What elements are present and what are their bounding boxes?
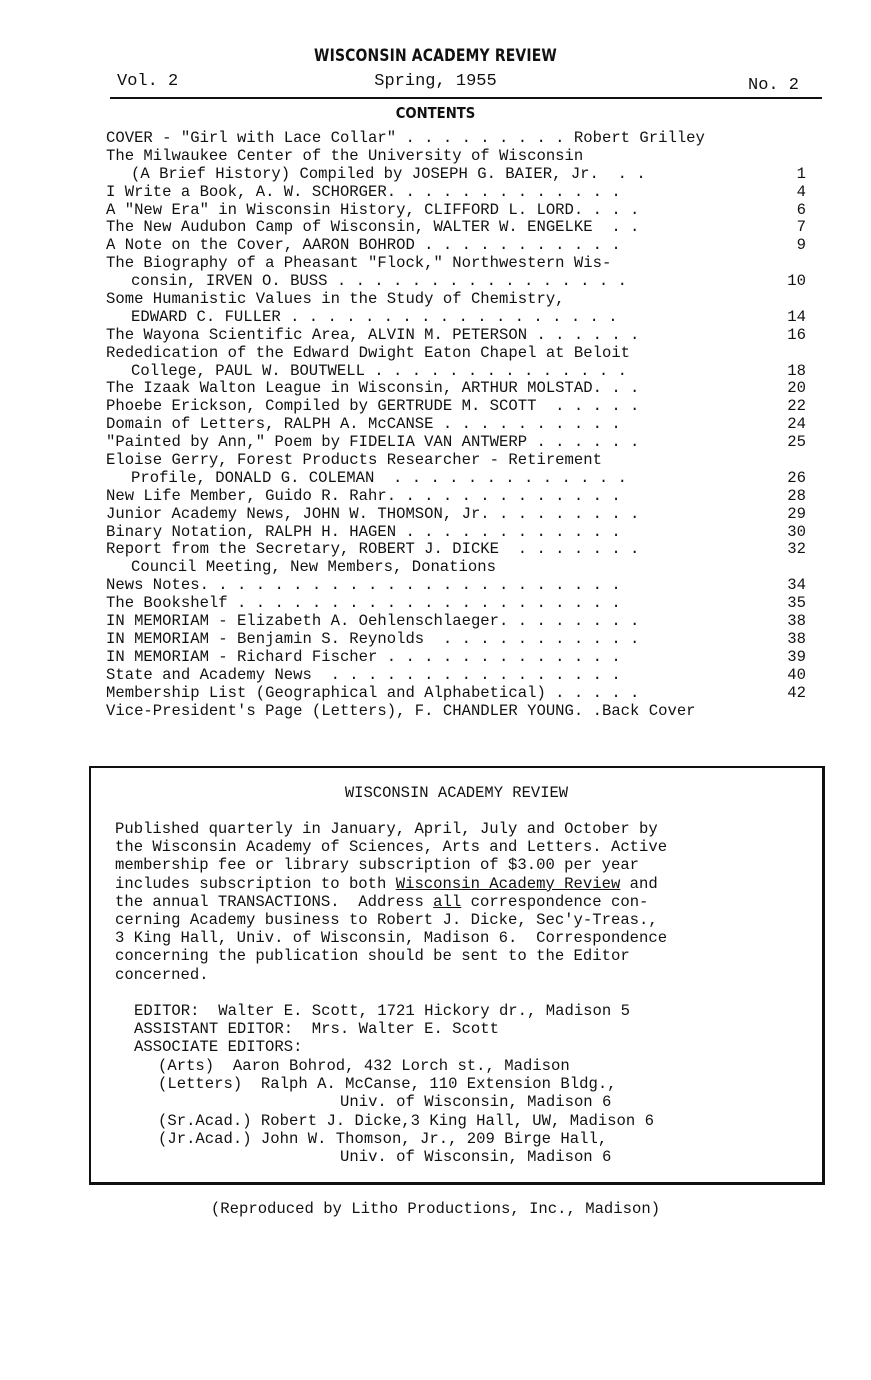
toc-entry-page: 1 bbox=[796, 164, 806, 183]
masthead-journal-name: Wisconsin Academy Review bbox=[395, 874, 621, 893]
toc-entry bbox=[106, 345, 806, 363]
toc-entry-page: 25 bbox=[787, 433, 806, 452]
toc-entry-title: Vice-President's Page (Letters), F. CHANDLER YOUNG. .Back Cover bbox=[106, 701, 696, 720]
toc-entry-title: News Notes. . . . . . . . . . . . . . . . . . . . . . . bbox=[106, 576, 621, 595]
header-rule bbox=[110, 97, 822, 99]
toc-entry-page: 34 bbox=[787, 576, 806, 595]
toc-entry-page: 29 bbox=[787, 504, 806, 523]
toc-entry-title: Phoebe Erickson, Compiled by GERTRUDE M. SCOTT . . . . . bbox=[106, 397, 640, 416]
toc-entry-page: 38 bbox=[787, 612, 806, 631]
toc-entry bbox=[106, 309, 806, 327]
letters-editor-address: Univ. of Wisconsin, Madison 6 bbox=[340, 1093, 612, 1111]
toc-entry bbox=[106, 237, 806, 255]
sr-acad-editor-line: (Sr.Acad.) Robert J. Dicke,3 King Hall, UW, Madison 6 bbox=[158, 1112, 654, 1130]
toc-entry bbox=[106, 363, 806, 381]
toc-entry bbox=[106, 541, 806, 559]
toc-entry-title: IN MEMORIAM - Elizabeth A. Oehlenschlaeger. . . . . . . . bbox=[106, 612, 640, 631]
toc-entry bbox=[106, 166, 806, 184]
toc-entry-title: COVER - "Girl with Lace Collar" . . . . . . . . . Robert Grilley bbox=[106, 129, 705, 147]
toc-entry-title: State and Academy News . . . . . . . . . . . . . . . . bbox=[106, 665, 621, 684]
masthead-description bbox=[115, 820, 667, 984]
toc-entry-page: 6 bbox=[796, 200, 806, 219]
toc-entry-page: 40 bbox=[787, 665, 806, 684]
letters-editor-line: (Letters) Ralph A. McCanse, 110 Extension Bldg., bbox=[158, 1075, 617, 1093]
toc-entry bbox=[106, 184, 806, 202]
toc-entry-title: College, PAUL W. BOUTWELL . . . . . . . . . . . . . . bbox=[131, 361, 627, 380]
toc-entry-page: 38 bbox=[787, 629, 806, 648]
toc-entry bbox=[106, 380, 806, 398]
toc-entry bbox=[106, 130, 806, 148]
toc-entry-page: 42 bbox=[787, 683, 806, 702]
masthead-title: WISCONSIN ACADEMY REVIEW bbox=[344, 784, 569, 802]
masthead-para-2: and the annual TRANSACTIONS. Address bbox=[115, 874, 658, 911]
arts-editor-line: (Arts) Aaron Bohrod, 432 Lorch st., Madison bbox=[158, 1057, 570, 1075]
toc-entry bbox=[106, 506, 806, 524]
toc-entry-page: 24 bbox=[787, 415, 806, 434]
reproduction-credit: (Reproduced by Litho Productions, Inc., Madison) bbox=[210, 1200, 661, 1218]
toc-entry-title: IN MEMORIAM - Richard Fischer . . . . . . . . . . . . . bbox=[106, 647, 621, 666]
masthead-para-3: correspondence con- cerning Academy business to Robert J. Dicke, Sec'y-Treas., 3 King Hall, Univ. of Wisconsin, Madison 6. Correspondence concerning the publication should be sent to the Editor concerned. bbox=[115, 892, 668, 984]
toc-entry-title: A Note on the Cover, AARON BOHROD . . . . . . . . . . . bbox=[106, 236, 621, 255]
toc-entry bbox=[106, 685, 806, 703]
toc-entry bbox=[106, 202, 806, 220]
toc-entry-title: Domain of Letters, RALPH A. McCANSE . . . . . . . . . . bbox=[106, 415, 621, 434]
toc-entry-title: The Wayona Scientific Area, ALVIN M. PETERSON . . . . . . bbox=[106, 325, 640, 344]
toc-entry-title: The New Audubon Camp of Wisconsin, WALTER W. ENGELKE . . bbox=[106, 218, 640, 237]
toc-entry-title: Council Meeting, New Members, Donations bbox=[131, 558, 496, 577]
toc-entry bbox=[106, 291, 806, 309]
toc-entry-title: New Life Member, Guido R. Rahr. . . . . . . . . . . . . bbox=[106, 486, 621, 505]
toc-entry bbox=[106, 667, 806, 685]
issue-label: No. 2 bbox=[748, 76, 800, 95]
table-of-contents bbox=[106, 130, 806, 720]
toc-entry bbox=[106, 434, 806, 452]
toc-entry-page: 7 bbox=[796, 218, 806, 237]
assistant-editor-line: ASSISTANT EDITOR: Mrs. Walter E. Scott bbox=[134, 1020, 499, 1038]
toc-entry-title: Report from the Secretary, ROBERT J. DICKE . . . . . . . bbox=[106, 540, 640, 559]
toc-entry bbox=[106, 631, 806, 649]
toc-entry bbox=[106, 255, 806, 273]
toc-entry-title: "Painted by Ann," Poem by FIDELIA VAN ANTWERP . . . . . . bbox=[106, 433, 640, 452]
toc-entry-page: 32 bbox=[787, 540, 806, 559]
editor-line: EDITOR: Walter E. Scott, 1721 Hickory dr., Madison 5 bbox=[134, 1002, 630, 1020]
toc-entry-page: 14 bbox=[787, 307, 806, 326]
toc-entry bbox=[106, 452, 806, 470]
toc-entry bbox=[106, 470, 806, 488]
toc-entry-page: 22 bbox=[787, 397, 806, 416]
toc-entry-page: 28 bbox=[787, 486, 806, 505]
toc-entry bbox=[106, 327, 806, 345]
toc-entry-title: The Izaak Walton League in Wisconsin, ARTHUR MOLSTAD. . . bbox=[106, 379, 640, 398]
toc-entry-page: 4 bbox=[796, 182, 806, 201]
toc-entry-page: 10 bbox=[787, 272, 806, 291]
toc-entry-page: 30 bbox=[787, 522, 806, 541]
toc-entry bbox=[106, 559, 806, 577]
associate-editors-heading: ASSOCIATE EDITORS: bbox=[134, 1038, 303, 1056]
toc-entry bbox=[106, 488, 806, 506]
toc-entry-page: 16 bbox=[787, 325, 806, 344]
toc-entry-page: 26 bbox=[787, 468, 806, 487]
toc-entry-title: Eloise Gerry, Forest Products Researcher - Retirement bbox=[106, 451, 602, 470]
masthead-box bbox=[89, 766, 825, 1185]
toc-entry bbox=[106, 524, 806, 542]
toc-entry bbox=[106, 577, 806, 595]
toc-entry-title: I Write a Book, A. W. SCHORGER. . . . . . . . . . . . . bbox=[106, 182, 621, 201]
toc-entry bbox=[106, 595, 806, 613]
jr-acad-editor-address: Univ. of Wisconsin, Madison 6 bbox=[340, 1148, 612, 1166]
volume-label: Vol. 2 bbox=[117, 72, 179, 91]
toc-entry bbox=[106, 703, 806, 721]
toc-entry-title: consin, IRVEN O. BUSS . . . . . . . . . . . . . . . . bbox=[131, 272, 627, 291]
toc-entry bbox=[106, 416, 806, 434]
masthead-para-1: Published quarterly in January, April, July and October by the Wisconsin Academy of Sciences, Arts and Letters. Active membership fee or library subscription of $3.00 per year includes subscription to both bbox=[115, 820, 668, 893]
toc-entry-title: The Bookshelf . . . . . . . . . . . . . . . . . . . . . bbox=[106, 594, 621, 613]
toc-entry-page: 9 bbox=[796, 236, 806, 255]
toc-entry-title: Some Humanistic Values in the Study of Chemistry, bbox=[106, 290, 565, 309]
toc-entry-title: Junior Academy News, JOHN W. THOMSON, Jr. . . . . . . . . bbox=[106, 504, 640, 523]
toc-entry-page: 39 bbox=[787, 647, 806, 666]
toc-entry bbox=[106, 148, 806, 166]
toc-entry bbox=[106, 398, 806, 416]
toc-entry-page: 35 bbox=[787, 594, 806, 613]
jr-acad-editor-line: (Jr.Acad.) John W. Thomson, Jr., 209 Birge Hall, bbox=[158, 1130, 608, 1148]
toc-entry bbox=[106, 649, 806, 667]
toc-entry bbox=[106, 273, 806, 291]
toc-entry bbox=[106, 613, 806, 631]
toc-entry-title: The Biography of a Pheasant "Flock," Northwestern Wis- bbox=[106, 254, 612, 273]
contents-heading: CONTENTS bbox=[395, 104, 476, 122]
toc-entry-title: The Milwaukee Center of the University of Wisconsin bbox=[106, 146, 584, 165]
journal-title: WISCONSIN ACADEMY REVIEW bbox=[314, 46, 557, 66]
toc-entry bbox=[106, 219, 806, 237]
toc-entry-page: 20 bbox=[787, 379, 806, 398]
toc-entry-title: Profile, DONALD G. COLEMAN . . . . . . . . . . . . . bbox=[131, 468, 627, 487]
toc-entry-title: IN MEMORIAM - Benjamin S. Reynolds . . . . . . . . . . . bbox=[106, 629, 640, 648]
toc-entry-title: Rededication of the Edward Dwight Eaton Chapel at Beloit bbox=[106, 343, 631, 362]
toc-entry-title: EDWARD C. FULLER . . . . . . . . . . . . . . . . . . bbox=[131, 307, 618, 326]
masthead-all-word: all bbox=[433, 892, 462, 911]
toc-entry-page: 18 bbox=[787, 361, 806, 380]
toc-entry-title: Membership List (Geographical and Alphabetical) . . . . . bbox=[106, 683, 640, 702]
toc-entry-title: (A Brief History) Compiled by JOSEPH G. BAIER, Jr. . . bbox=[131, 164, 646, 183]
toc-entry-title: Binary Notation, RALPH H. HAGEN . . . . . . . . . . . . bbox=[106, 522, 621, 541]
season-label: Spring, 1955 bbox=[374, 72, 497, 91]
toc-entry-title: A "New Era" in Wisconsin History, CLIFFORD L. LORD. . . . bbox=[106, 200, 640, 219]
